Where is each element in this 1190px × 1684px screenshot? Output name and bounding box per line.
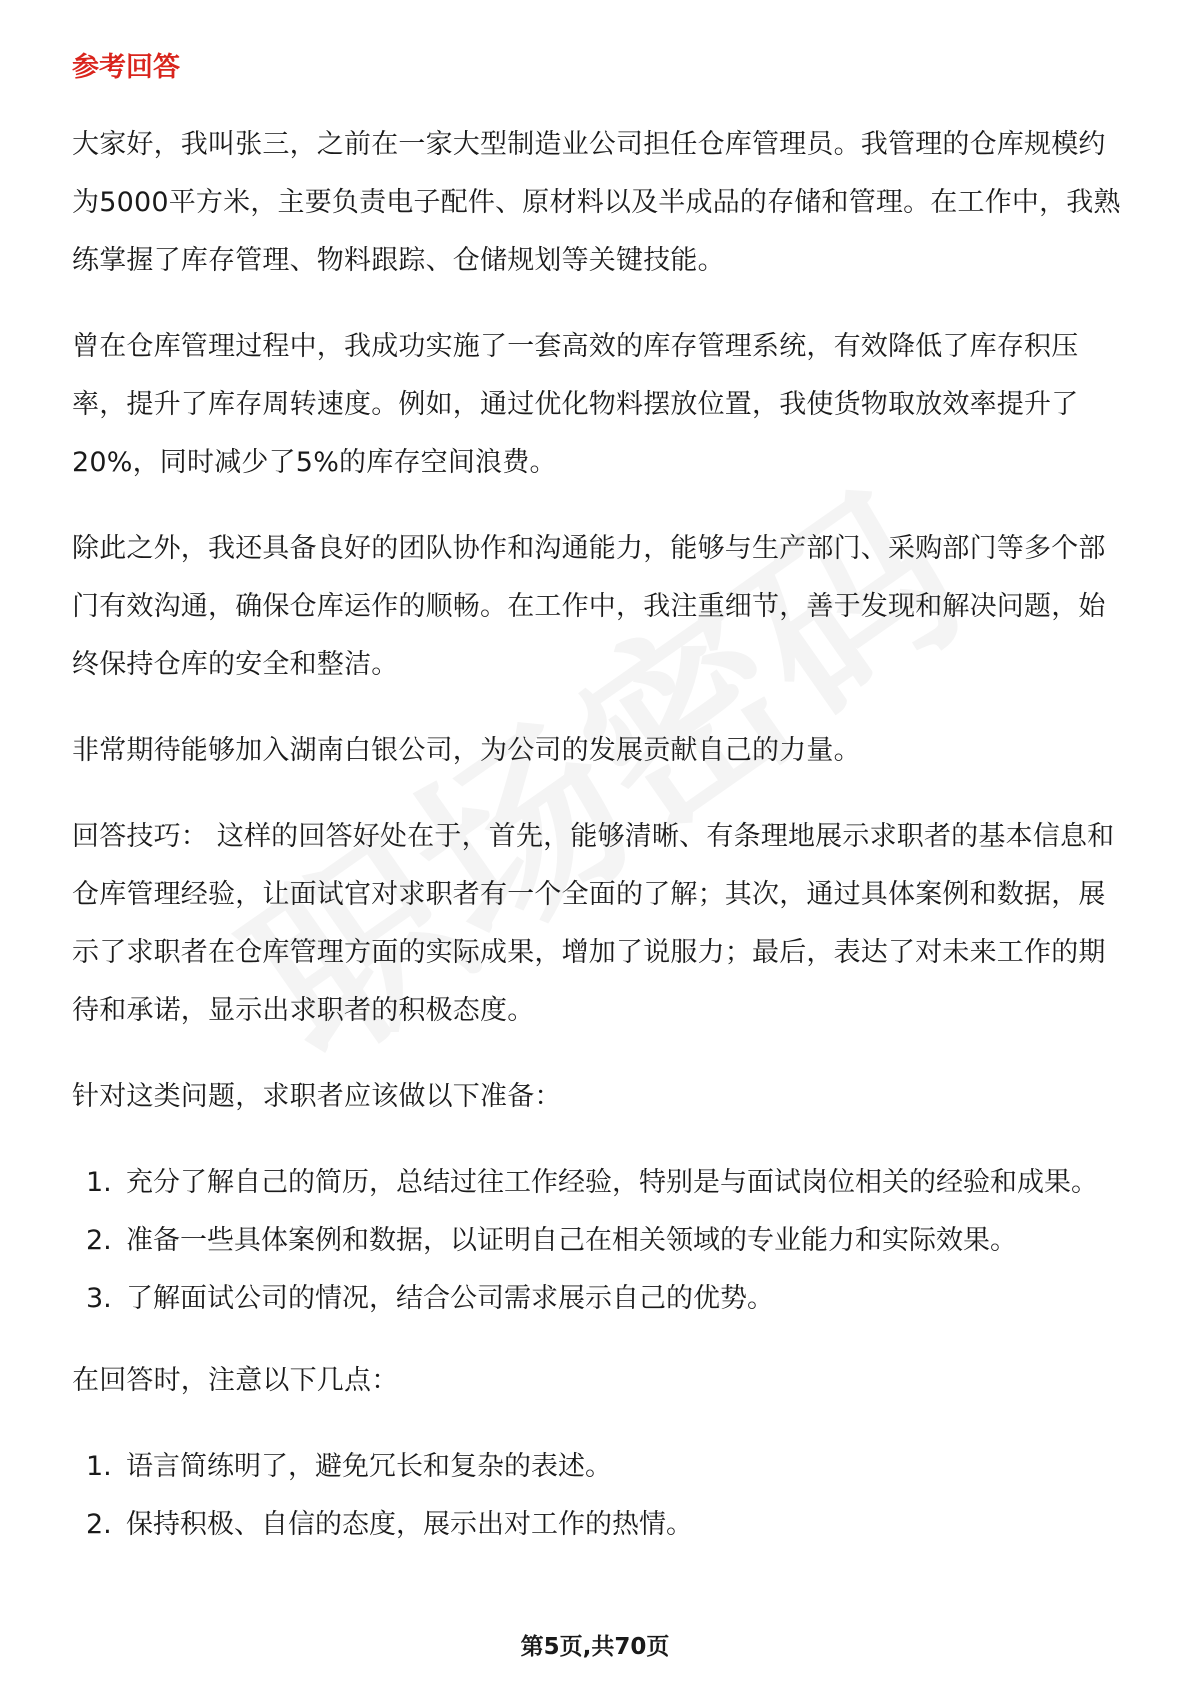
list-number: 1. (86, 1167, 112, 1198)
list-text: 充分了解自己的简历，总结过往工作经验，特别是与面试岗位相关的经验和成果。 (126, 1167, 1098, 1198)
prep-list (72, 1154, 1122, 1328)
list-item (72, 1496, 1122, 1554)
list-number: 2. (86, 1225, 112, 1256)
paragraph-intro: 大家好，我叫张三，之前在一家大型制造业公司担任仓库管理员。我管理的仓库规模约为5000平方米，主要负责电子配件、原材料以及半成品的存储和管理。在工作中，我熟练掌握了库存管理、物料跟踪、仓储规划等关键技能。 (72, 129, 1121, 276)
list-text: 语言简练明了，避免冗长和复杂的表述。 (126, 1451, 612, 1482)
paragraph-closing: 非常期待能够加入湖南白银公司，为公司的发展贡献自己的力量。 (72, 735, 861, 766)
list-item (72, 1212, 1122, 1270)
paragraph-skills: 除此之外，我还具备良好的团队协作和沟通能力，能够与生产部门、采购部门等多个部门有效沟通，确保仓库运作的顺畅。在工作中，我注重细节，善于发现和解决问题，始终保持仓库的安全和整洁。 (72, 533, 1106, 680)
section-heading: 参考回答 (72, 52, 180, 83)
document-page (72, 48, 1122, 1578)
list-item (72, 1438, 1122, 1496)
list-text: 保持积极、自信的态度，展示出对工作的热情。 (126, 1509, 693, 1540)
list-number: 1. (86, 1451, 112, 1482)
list-text: 准备一些具体案例和数据，以证明自己在相关领域的专业能力和实际效果。 (126, 1225, 1017, 1256)
list-number: 3. (86, 1283, 112, 1314)
paragraph-notes-intro: 在回答时，注意以下几点： (72, 1365, 399, 1396)
paragraph-tips: 回答技巧： 这样的回答好处在于，首先，能够清晰、有条理地展示求职者的基本信息和仓库管理经验，让面试官对求职者有一个全面的了解；其次，通过具体案例和数据，展示了求职者在仓库管理方面的实际成果，增加了说服力；最后，表达了对未来工作的期待和承诺，显示出求职者的积极态度。 (72, 821, 1115, 1026)
list-text: 了解面试公司的情况，结合公司需求展示自己的优势。 (126, 1283, 774, 1314)
paragraph-prep-intro: 针对这类问题，求职者应该做以下准备： (72, 1081, 562, 1112)
list-item (72, 1154, 1122, 1212)
page-footer: 第5页,共70页 (520, 1634, 670, 1660)
list-number: 2. (86, 1509, 112, 1540)
notes-list (72, 1438, 1122, 1554)
paragraph-achievement: 曾在仓库管理过程中，我成功实施了一套高效的库存管理系统，有效降低了库存积压率，提升了库存周转速度。例如，通过优化物料摆放位置，我使货物取放效率提升了20%，同时减少了5%的库存空间浪费。 (72, 331, 1079, 478)
list-item (72, 1270, 1122, 1328)
